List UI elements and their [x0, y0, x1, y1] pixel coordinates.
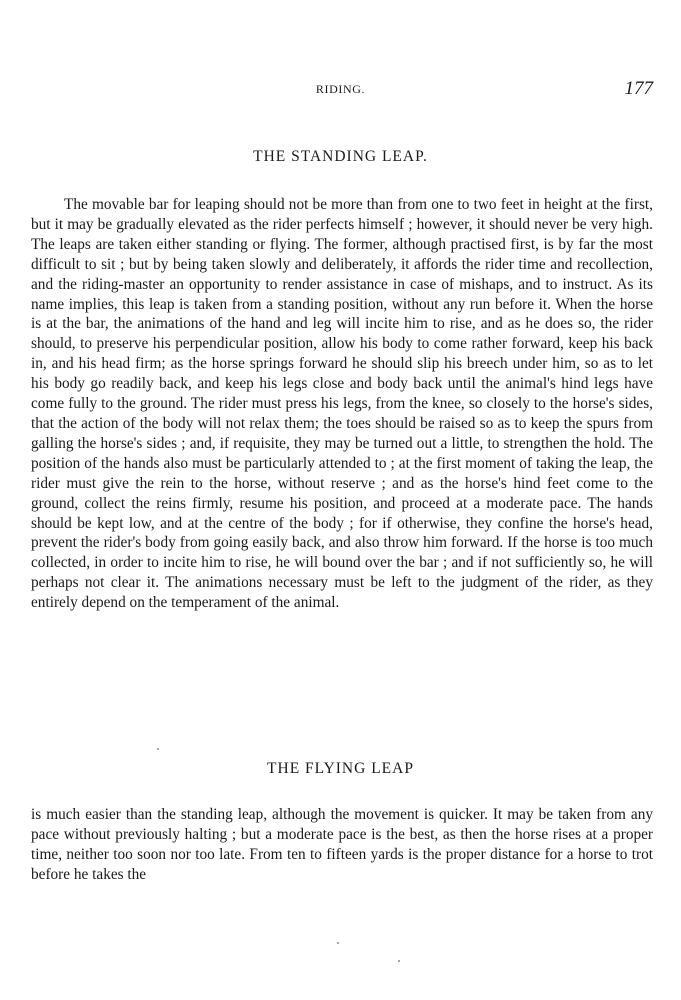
paper-speck	[157, 748, 159, 750]
paragraph-standing-leap: The movable bar for leaping should not be more than from one to two feet in height at the first, but it may be gradually elevated as the rider perfects himself ; however, it should never be very high. The leaps are taken either standing or flying. The former, although practised first, is by far the most difficult to sit ; but by being taken slowly and deliberately, it affords the rider time and recollection, and the riding-master an opportunity to render assistance in case of mishaps, and to instruct. As its name implies, this leap is taken from a standing position, without any run before it. When the horse is at the bar, the animations of the hand and leg will incite him to rise, and as he does so, the rider should, to preserve his perpendicular position, allow his body to come rather forward, keep his back in, and his head firm; as the horse springs forward he should slip his breech under him, so as to let his body go readily back, and keep his legs close and body back until the animal's hind legs have come fully to the ground. The rider must press his legs, from the knee, so closely to the horse's sides, that the action of the body will not relax them; the toes should be raised so as to keep the spurs from galling the horse's sides ; and, if requisite, they may be turned out a little, to strengthen the hold. The position of the hands also must be particularly attended to ; at the first moment of taking the leap, the rider must give the rein to the horse, without reserve ; and as the horse's hind feet come to the ground, collect the reins firmly, resume his position, and proceed at a moderate pace. The hands should be kept low, and at the centre of the body ; for if otherwise, they confine the horse's head, prevent the rider's body from going easily back, and also throw him forward. If the horse is too much collected, in order to incite him to rise, he will bound over the bar ; and if not sufficiently so, he will perhaps not clear it. The animations necessary must be left to the judgment of the rider, as they entirely depend on the temperament of the animal.	[31, 196, 653, 612]
section-heading-flying-leap: THE FLYING LEAP	[267, 760, 414, 777]
page-number: 177	[624, 78, 653, 99]
running-title: RIDING.	[315, 82, 366, 96]
paragraph-flying-leap: is much easier than the standing leap, although the movement is quicker. It may be taken from any pace without previously halting ; but a moderate pace is the best, as then the horse rises at a proper time, neither too soon nor too late. From ten to fifteen yards is the proper distance for a horse to trot before he takes the	[31, 806, 653, 883]
running-head	[0, 80, 681, 100]
paper-speck	[337, 942, 339, 944]
section-heading-standing-leap: THE STANDING LEAP.	[253, 148, 428, 165]
paper-speck	[398, 960, 400, 962]
